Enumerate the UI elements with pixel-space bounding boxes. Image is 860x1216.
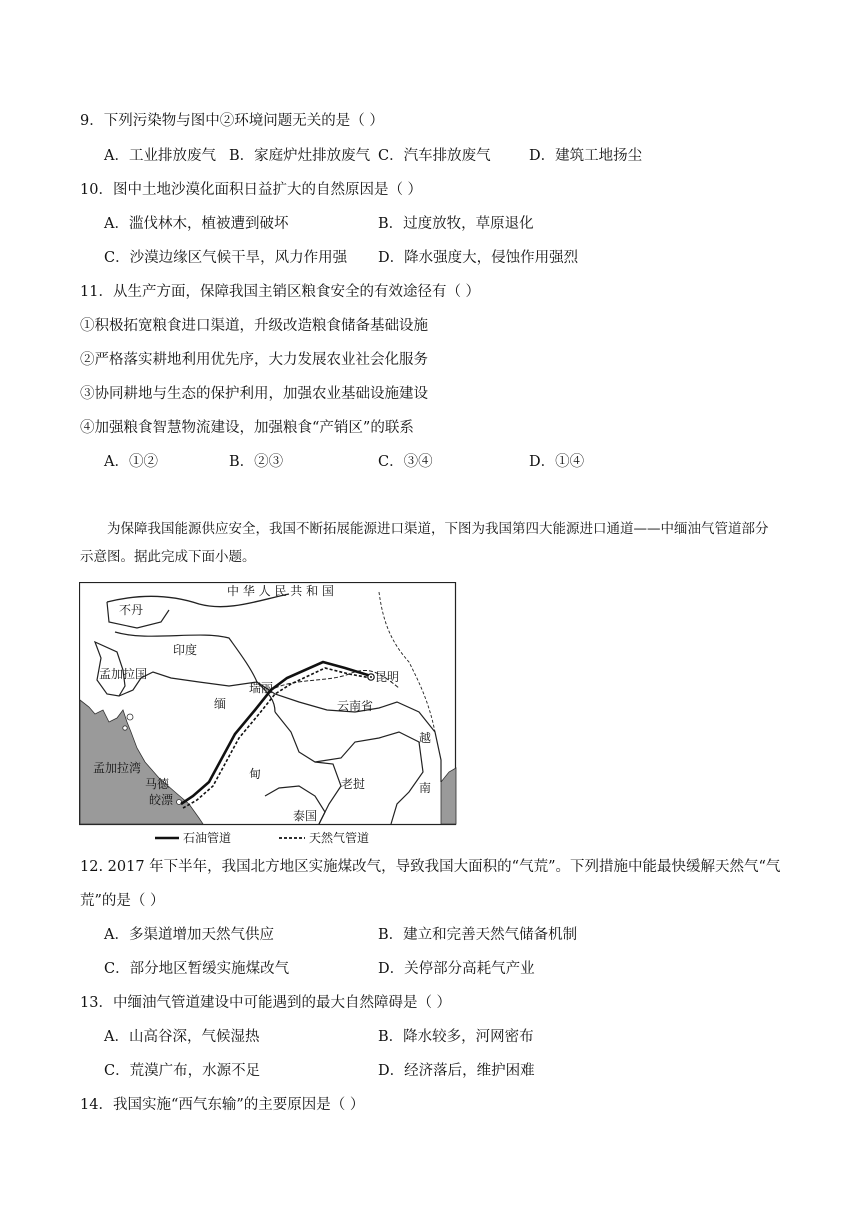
q13-option-b: B．降水较多，河网密布 <box>378 1029 534 1045</box>
pipeline-map <box>79 582 457 850</box>
label-ruili: 瑞丽 <box>249 681 274 695</box>
label-bhutan: 不丹 <box>119 603 144 617</box>
q10-option-b: B．过度放牧，草原退化 <box>378 216 534 232</box>
label-bay-of-bengal: 孟加拉湾 <box>93 761 142 775</box>
q11-option-d: D．①④ <box>529 454 585 470</box>
q13-option-c: C．荒漠广布，水源不足 <box>104 1063 261 1079</box>
q11-statement-4: ④加强粮食智慧物流建设，加强粮食“产销区”的联系 <box>80 420 414 436</box>
label-india: 印度 <box>173 643 198 657</box>
label-yunnan: 云南省 <box>337 699 374 713</box>
q11-option-b: B．②③ <box>229 454 284 470</box>
q11-statement-2: ②严格落实耕地利用优先序，大力发展农业社会化服务 <box>80 352 428 368</box>
q10-option-c: C．沙漠边缘区气候干旱，风力作用强 <box>104 250 348 266</box>
q12-option-a: A．多渠道增加天然气供应 <box>104 927 274 943</box>
label-vietnam-2: 南 <box>419 781 432 795</box>
label-laos: 老挝 <box>341 777 366 791</box>
question-12-stem-line2: 荒”的是（ ） <box>80 893 165 909</box>
label-made: 马德 <box>145 777 170 791</box>
question-11-stem: 11．从生产方面，保障我国主销区粮食安全的有效途径有（ ） <box>80 284 481 300</box>
q10-option-a: A．滥伐林木，植被遭到破坏 <box>104 216 289 232</box>
q12-option-b: B．建立和完善天然气储备机制 <box>378 927 578 943</box>
q9-option-a: A．工业排放废气 <box>104 148 216 164</box>
coastal-island <box>177 800 182 805</box>
label-kunming: 昆明 <box>375 670 400 684</box>
label-myanmar-2: 甸 <box>249 767 262 781</box>
q13-option-a: A．山高谷深，气候湿热 <box>104 1029 260 1045</box>
q12-option-c: C．部分地区暂缓实施煤改气 <box>104 961 290 977</box>
q11-option-c: C．③④ <box>378 454 433 470</box>
kunming-point-center <box>370 676 372 678</box>
label-thailand: 泰国 <box>293 809 318 823</box>
coastal-island <box>123 726 127 730</box>
question-9-stem: 9．下列污染物与图中②环境问题无关的是（ ） <box>80 113 384 129</box>
q11-statement-3: ③协同耕地与生态的保护利用，加强农业基础设施建设 <box>80 386 428 402</box>
legend-oil-label: 石油管道 <box>183 831 232 845</box>
label-bangladesh: 孟加拉国 <box>99 667 148 681</box>
q10-option-d: D．降水强度大，侵蚀作用强烈 <box>378 250 579 266</box>
q11-statement-1: ①积极拓宽粮食进口渠道，升级改造粮食储备基础设施 <box>80 318 428 334</box>
coastal-island <box>127 714 133 720</box>
question-14-stem: 14．我国实施“西气东输”的主要原因是（ ） <box>80 1097 365 1113</box>
map-intro-text: 为保障我国能源供应安全，我国不断拓展能源进口渠道，下图为我国第四大能源进口通道——中缅油气管道部分示意图。据此完成下面小题。 <box>80 521 769 565</box>
question-10-stem: 10．图中土地沙漠化面积日益扩大的自然原因是（ ） <box>80 182 423 198</box>
label-china: 中 华 人 民 共 和 国 <box>227 584 334 598</box>
label-vietnam-1: 越 <box>419 731 432 745</box>
q12-option-d: D．关停部分高耗气产业 <box>378 961 535 977</box>
label-myanmar-1: 缅 <box>214 697 227 711</box>
question-13-stem: 13．中缅油气管道建设中可能遇到的最大自然障碍是（ ） <box>80 995 452 1011</box>
legend-gas-label: 天然气管道 <box>309 831 370 845</box>
label-jiaopiao: 皎漂 <box>149 793 174 807</box>
q9-option-b: B．家庭炉灶排放废气 <box>229 148 371 164</box>
q9-option-d: D．建筑工地扬尘 <box>529 148 643 164</box>
q13-option-d: D．经济落后，维护困难 <box>378 1063 535 1079</box>
q9-option-c: C．汽车排放废气 <box>378 148 491 164</box>
question-12-stem-line1: 12. 2017 年下半年，我国北方地区实施煤改气，导致我国大面积的“气荒”。下列措施中能最快缓解天然气“气 <box>80 859 781 875</box>
q11-option-a: A．①② <box>104 454 158 470</box>
